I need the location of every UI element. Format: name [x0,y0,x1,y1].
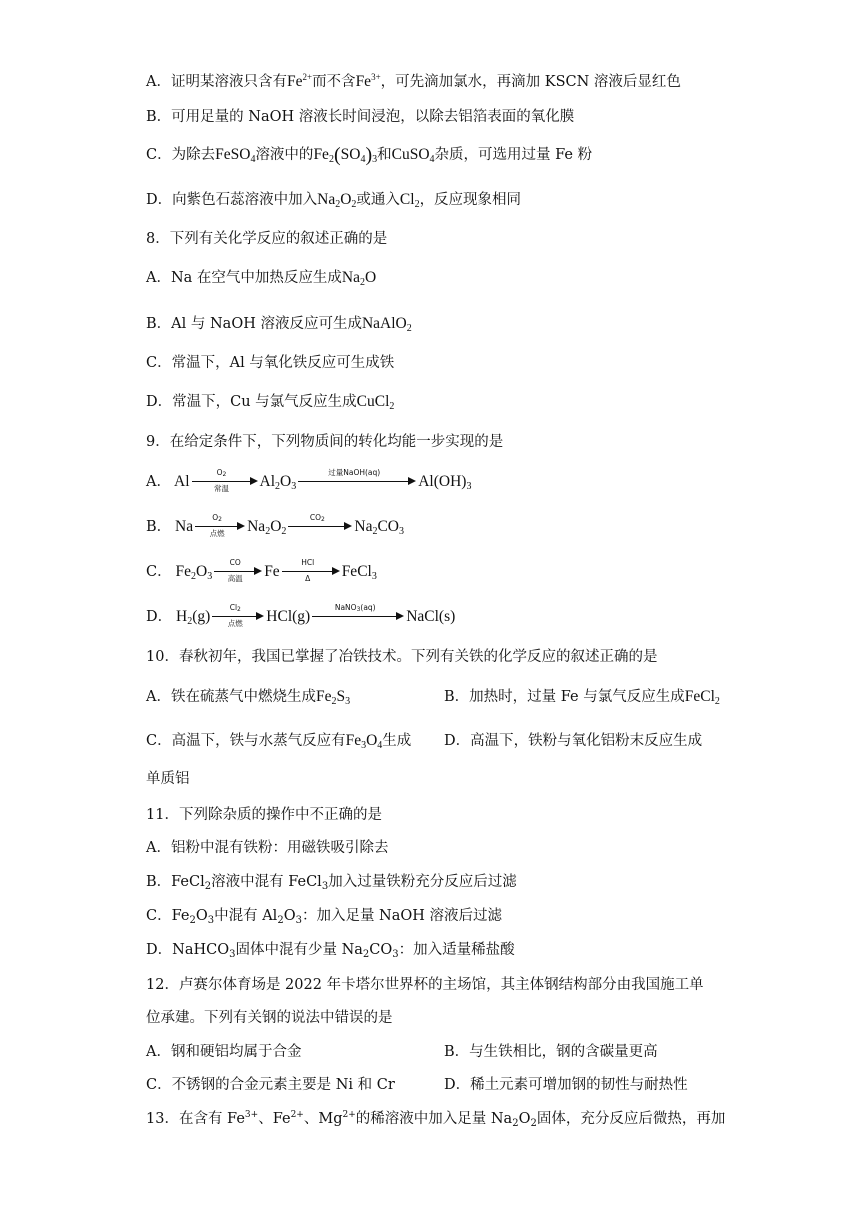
q10-stem [146,647,657,667]
q11-d-text-2: 固体中混有少量 Na [235,942,363,958]
q12-b-text: B．与生铁相比，钢的含碳量更高 [444,1044,658,1060]
q7-d-text-3: ，反应现象相同 [419,192,522,208]
q11-stem-text: 11．下列除杂质的操作中不正确的是 [146,807,382,823]
q7-c-text-3: 和 [377,147,392,163]
q11-option-c: C．$Fe_2O_3$中混有 $Al_2O_3$：加入足量 NaOH 溶液后过滤 [146,908,503,926]
q11-option-a [146,838,388,858]
q8-stem [146,229,387,249]
q12-stem-line-1 [146,975,704,995]
q7-d-text-2: 或通入 [356,192,400,208]
q8-option-c [146,353,394,373]
q10-d-text-cont: 单质铝 [146,771,190,787]
q10-a-formula: $Fe_2S_3$ [315,688,351,707]
q13-text-5: O [518,1111,531,1127]
q11-d-text-1: D．NaHCO [146,942,230,958]
q12-d-text: D．稀土元素可增加钢的韧性与耐热性 [444,1077,688,1093]
q7-a-text-3: ，可先滴加氯水，再滴加 KSCN 溶液后显红色 [380,74,681,90]
q9-a-label: A． [146,474,171,490]
q10-option-d [444,731,702,751]
reaction-arrow: $O_2$ 常温 [192,472,258,492]
q8-c-text: C．常温下，Al 与氧化铁反应可生成铁 [146,355,395,371]
q12-stem-line-2 [146,1008,393,1028]
q11-d-text-4: ：加入适量稀盐酸 [398,942,515,958]
q13-text-6: 固体，充分反应后微热，再加 [536,1111,726,1127]
q12-c-text: C．不锈钢的合金元素主要是 Ni 和 Cr [146,1077,395,1093]
q12-option-d [444,1075,688,1095]
q10-option-b [444,687,720,707]
q7-b-text: B．可用足量的 NaOH 溶液长时间浸泡，以除去铝箔表面的氧化膜 [146,109,575,125]
q9-option-c: C． $Fe_2O_3$ CO 高温 Fe HCl Δ FeCl$_3$ [146,558,377,584]
q11-c-text-2: O [195,908,208,924]
q7-c-text-1: C．为除去 [146,147,216,163]
q11-c-text-1: C．Fe [146,908,190,924]
q7-c-text-4: 杂质，可选用过量 Fe 粉 [434,147,593,163]
q10-option-a [146,687,350,707]
q10-b-formula: FeCl$_2$ [684,688,720,707]
q12-stem-text-1: 12．卢赛尔体育场是 2022 年卡塔尔世界杯的主场馆，其主体钢结构部分由我国施工单 [146,977,704,993]
q8-d-text: D．常温下，Cu 与氯气反应生成 [146,394,357,410]
q9-b-label: B． [146,519,172,535]
q11-option-b: B．FeCl$_2$溶液中混有 FeCl$_3$加入过量铁粉充分反应后过滤 [146,874,517,892]
reaction-arrow: NaNO$_3$(aq) [312,607,404,627]
reaction-arrow: $Cl_2$ 点燃 [212,607,264,627]
q11-a-text: A．铝粉中混有铁粉：用磁铁吸引除去 [146,840,389,856]
q8-b-formula: NaAlO$_2$ [361,315,412,334]
q7-a-ion2: $Fe^{3+}$ [355,72,381,90]
reaction-arrow: $O_2$ 点燃 [195,517,245,537]
q7-c-formula-feso4: FeSO$_4$ [215,146,256,165]
q7-d-formula-cl2: $Cl_2$ [399,191,420,210]
q11-d-text-3: CO [369,942,393,958]
q9-c-label: C． [146,564,172,580]
q12-option-b [444,1042,658,1062]
reaction-arrow: HCl Δ [282,562,340,582]
q13-text-3: 、Mg [303,1111,343,1127]
q9-option-a: A． Al $O_2$ 常温 $Al_2O_3$ 过量NaOH(aq) $Al(OH)_3$ [146,468,472,494]
q7-c-formula-fe2so43: $Fe_2(SO_4)_3$ [313,144,378,166]
q10-stem-text: 10．春秋初年，我国已掌握了冶铁技术。下列有关铁的化学反应的叙述正确的是 [146,649,658,665]
q7-option-d [146,190,521,210]
q7-d-text-1: D．向紫色石蕊溶液中加入 [146,192,318,208]
q12-option-c [146,1075,395,1095]
q11-c-text-5: ：加入足量 NaOH 溶液后过滤 [301,908,503,924]
q8-d-formula: CuCl$_2$ [356,393,395,412]
q8-stem-text: 8．下列有关化学反应的叙述正确的是 [146,231,388,247]
q12-option-a [146,1042,301,1062]
q10-c-text-2: 生成 [382,733,412,749]
q11-c-text-4: O [283,908,296,924]
q13-text-2: 、Fe [258,1111,291,1127]
q8-option-b [146,314,412,334]
q7-a-ion1: $Fe^{2+}$ [286,72,313,90]
q9-stem [146,432,503,452]
q10-a-text: A．铁在硫蒸气中燃烧生成 [146,689,316,705]
q10-b-text: B．加热时，过量 Fe 与氯气反应生成 [444,689,685,705]
q8-a-formula: $Na_2O$ [341,269,377,288]
q8-option-a [146,268,376,288]
q12-a-text: A．钢和硬铝均属于合金 [146,1044,302,1060]
q11-b-text-3: 加入过量铁粉充分反应后过滤 [328,874,517,890]
q7-a-text-1: A．证明某溶液只含有 [146,74,287,90]
q11-b-text-2: 溶液中混有 FeCl [211,874,322,890]
q13-stem: 13．在含有 $Fe^{3+}$、$Fe^{2+}$、$Mg^{2+}$的稀溶液中加入足量 $Na_2O_2$固体，充分反应后微热，再加 [146,1110,726,1129]
q8-a-text: A．Na 在空气中加热反应生成 [146,270,342,286]
q11-stem [146,805,382,825]
q9-option-b: B． Na $O_2$ 点燃 $Na_2O_2$ $CO_2$ $Na_2CO_3$ [146,513,405,539]
q10-option-d-continued [146,769,190,789]
reaction-arrow: 过量NaOH(aq) [298,472,416,492]
q10-option-c [146,731,411,751]
q11-b-text-1: B．FeCl [146,874,205,890]
q8-b-text: B．Al 与 NaOH 溶液反应可生成 [146,316,362,332]
q11-option-d: D．NaHCO$_3$固体中混有少量 $Na_2CO_3$：加入适量稀盐酸 [146,942,515,960]
q7-option-a [146,72,681,92]
q13-text-1: 13．在含有 Fe [146,1111,245,1127]
q7-c-text-2: 溶液中的 [255,147,314,163]
q8-option-d [146,392,394,412]
q7-option-b [146,107,574,127]
q10-d-text: D．高温下，铁粉与氧化铝粉末反应生成 [444,733,703,749]
q10-c-formula: $Fe_3O_4$ [345,732,383,751]
q10-c-text-1: C．高温下，铁与水蒸气反应有 [146,733,346,749]
q11-c-text-3: 中混有 Al [214,908,278,924]
q9-d-label: D． [146,609,173,625]
q9-option-d: D． $H_2(g)$ $Cl_2$ 点燃 HCl(g) NaNO$_3$(aq) NaCl(s) [146,603,456,629]
reaction-arrow: $CO_2$ [288,517,352,537]
q9-stem-text: 9．在给定条件下，下列物质间的转化均能一步实现的是 [146,434,504,450]
q7-d-formula-na2o2: $Na_2O_2$ [317,191,357,210]
q7-option-c [146,145,592,165]
q12-stem-text-2: 位承建。下列有关钢的说法中错误的是 [146,1010,393,1026]
q7-a-text-2: 而不含 [312,74,356,90]
q7-c-formula-cuso4: CuSO$_4$ [391,146,435,165]
q13-text-4: 的稀溶液中加入足量 Na [355,1111,513,1127]
reaction-arrow: CO 高温 [214,562,262,582]
